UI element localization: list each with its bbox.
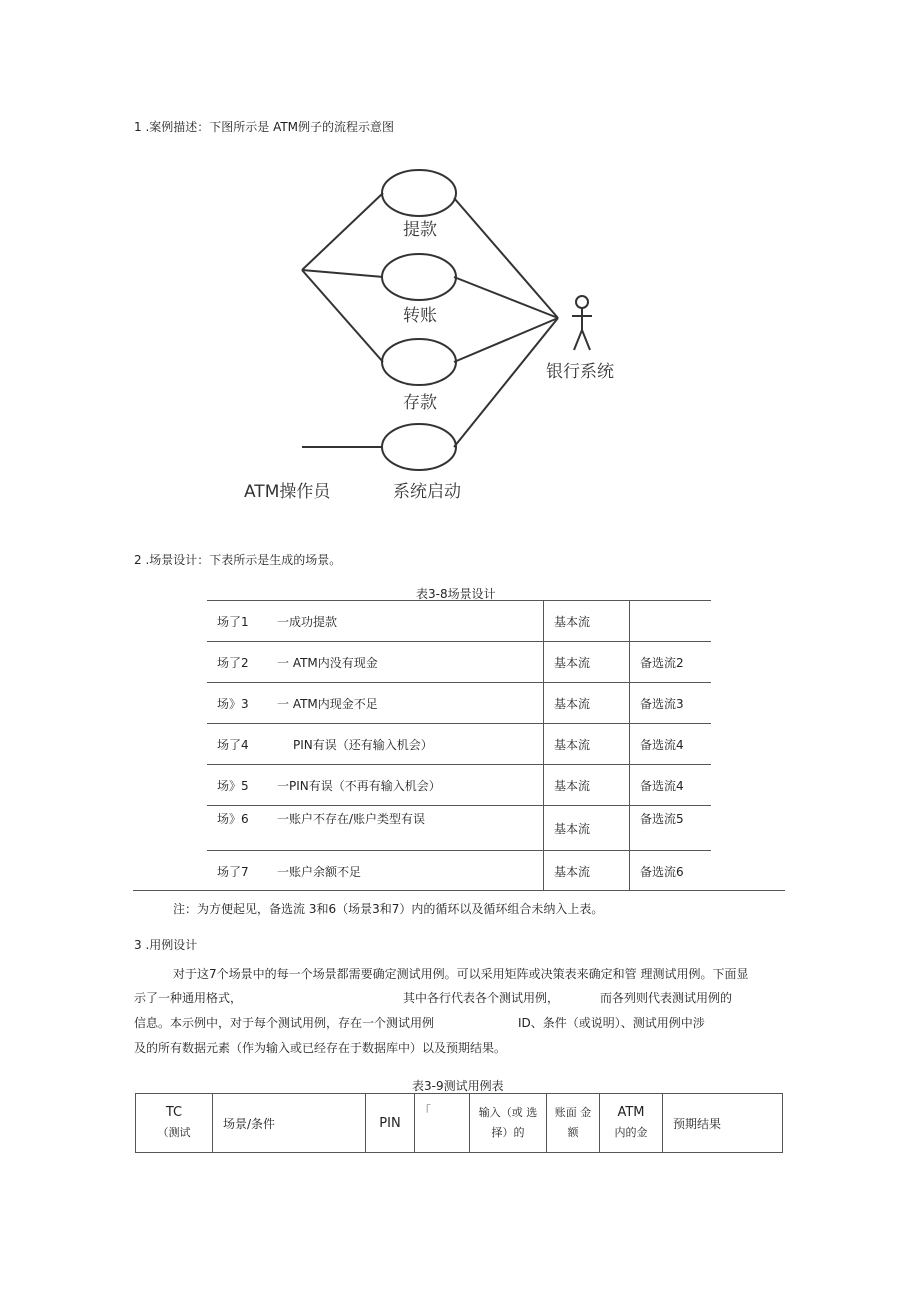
association-line: [454, 318, 558, 447]
header-cell-expected: 预期结果: [663, 1094, 783, 1153]
header-tc-line1: TC: [165, 1105, 183, 1120]
table1-caption: 表3-8场景设计: [416, 587, 496, 601]
table-row: [207, 851, 711, 892]
association-line: [302, 270, 383, 277]
scene-cell: 场了4: [217, 737, 249, 752]
usecase-label-deposit: 存款: [403, 393, 437, 413]
table-header-row: [136, 1094, 783, 1153]
scene-cell: 场了1: [217, 614, 249, 629]
section2-heading: 2 .场景设计：下表所示是生成的场景。: [134, 553, 342, 567]
header-cell-balance: [547, 1094, 600, 1153]
actor-label-bank-system: 银行系统: [546, 362, 614, 382]
association-line: [302, 270, 383, 362]
scene-cell: 场了7: [217, 864, 249, 879]
header-tc-line2: （测试: [157, 1126, 191, 1139]
test-case-table: [135, 1093, 783, 1153]
basic-flow-cell: 基本流: [544, 642, 630, 683]
association-line: [454, 198, 558, 318]
desc-cell: 一PIN有误（不再有输入机会）: [277, 778, 441, 793]
desc-cell: 一成功提款: [277, 614, 338, 629]
usecase-label-startup: 系统启动: [393, 482, 461, 502]
basic-flow-cell: 基本流: [544, 806, 630, 851]
actor-icon: [572, 296, 592, 350]
section1-heading: 1 .案例描述：下图所示是 ATM例子的流程示意图: [134, 120, 395, 134]
table-row: [207, 683, 711, 724]
desc-cell: PIN有误（还有输入机会）: [293, 737, 433, 752]
paragraph-line: 及的所有数据元素（作为输入或已经存在于数据库中）以及预期结果。: [134, 1041, 507, 1055]
desc-cell: 一 ATM内现金不足: [277, 696, 378, 711]
paragraph-line: 信息。本示例中，对于每个测试用例，存在一个测试用例: [134, 1016, 435, 1030]
header-input-line2: 择）的: [491, 1126, 525, 1139]
header-balance-line2: 额: [567, 1126, 579, 1139]
paragraph-line: 示了一种通用格式，: [134, 991, 243, 1005]
header-atm-line1: ATM: [617, 1105, 645, 1120]
basic-flow-cell: 基本流: [544, 683, 630, 724]
basic-flow-cell: 基本流: [544, 601, 630, 642]
association-line: [454, 277, 558, 318]
desc-cell: 一账户余额不足: [277, 864, 362, 879]
section3-heading: 3 .用例设计: [134, 938, 198, 952]
alt-flow-cell: 备选流4: [630, 724, 712, 765]
alt-flow-cell: 备选流5: [630, 806, 712, 851]
alt-flow-cell: 备选流2: [630, 642, 712, 683]
table1-note: 注：为方便起见，备选流 3和6（场景3和7）内的循环以及循环组合未纳入上表。: [173, 902, 604, 916]
scene-cell: 场了2: [217, 655, 249, 670]
header-cell-atm-cash: [600, 1094, 663, 1153]
usecase-label-transfer: 转账: [403, 306, 437, 326]
table-row: [207, 806, 711, 851]
basic-flow-cell: 基本流: [544, 765, 630, 806]
desc-cell: 一 ATM内没有现金: [277, 655, 378, 670]
table2-caption: 表3-9测试用例表: [412, 1079, 504, 1093]
header-input-line1: 输入（或 选: [478, 1106, 538, 1119]
paragraph-line: 而各列则代表测试用例的: [600, 991, 733, 1005]
header-cell-input: [470, 1094, 547, 1153]
use-case-diagram: [240, 160, 640, 520]
table-row: [207, 724, 711, 765]
paragraph-line: ID、条件（或说明）、测试用例中涉: [518, 1016, 705, 1030]
table-row: [207, 601, 711, 642]
header-cell-pin: PIN: [366, 1094, 415, 1153]
alt-flow-cell: [630, 601, 712, 642]
scene-cell: 场》6: [217, 812, 249, 826]
paragraph-line: 其中各行代表各个测试用例，: [403, 991, 560, 1005]
table-row: [207, 765, 711, 806]
scenario-table: [207, 601, 711, 891]
header-cell-scene: 场景/条件: [213, 1094, 366, 1153]
actor-label-atm-operator: ATM操作员: [244, 482, 331, 502]
alt-flow-cell: 备选流3: [630, 683, 712, 724]
association-line: [454, 318, 558, 362]
table1-bottom-rule: [133, 890, 785, 891]
header-cell-bracket: 「: [415, 1094, 470, 1153]
association-line: [302, 193, 383, 270]
usecase-ellipse-transfer: [382, 254, 456, 300]
usecase-ellipse-deposit: [382, 339, 456, 385]
usecase-label-withdraw: 提款: [403, 220, 437, 240]
desc-cell: 一账户不存在/账户类型有误: [277, 812, 426, 826]
paragraph-line: 对于这7个场景中的每一个场景都需要确定测试用例。可以采用矩阵或决策表来确定和管 理测试用例。下面显: [173, 967, 749, 981]
basic-flow-cell: 基本流: [544, 724, 630, 765]
alt-flow-cell: 备选流4: [630, 765, 712, 806]
header-cell-tc: [136, 1094, 213, 1153]
table-row: [207, 642, 711, 683]
basic-flow-cell: 基本流: [544, 851, 630, 892]
scene-cell: 场》5: [217, 778, 249, 793]
alt-flow-cell: 备选流6: [630, 851, 712, 892]
header-balance-line1: 账面 金: [554, 1106, 592, 1119]
usecase-ellipse-startup: [382, 424, 456, 470]
scene-cell: 场》3: [217, 696, 249, 711]
header-atm-line2: 内的金: [614, 1126, 648, 1139]
usecase-ellipse-withdraw: [382, 170, 456, 216]
